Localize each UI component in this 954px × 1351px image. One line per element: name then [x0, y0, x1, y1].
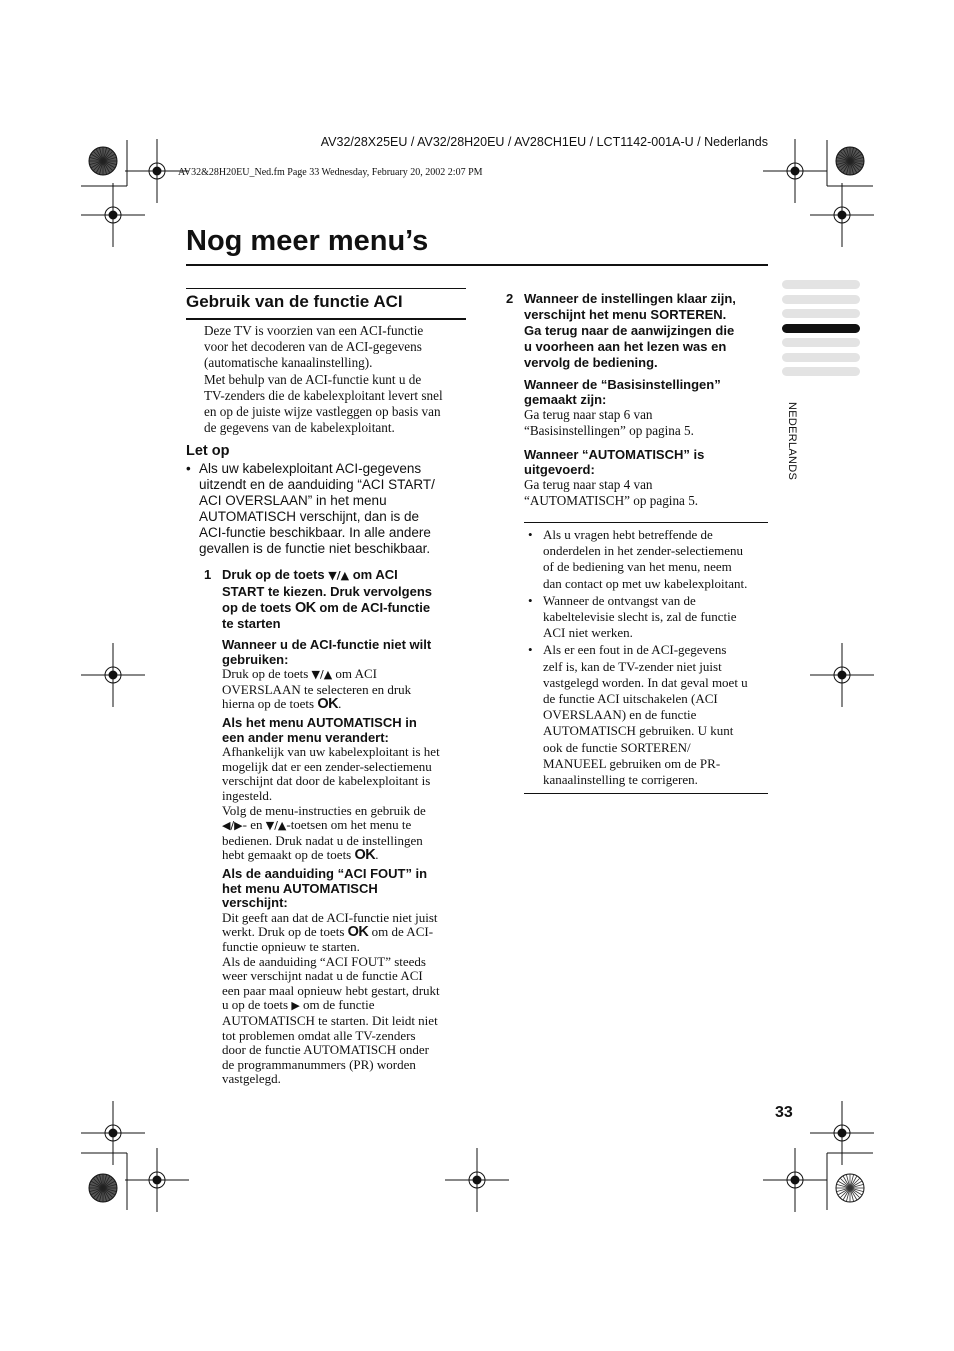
note-line: Wanneer de ontvangst van de [543, 592, 696, 608]
sub-heading: uitgevoerd: [524, 461, 595, 477]
sub-text: werkt. Druk op de toets [222, 924, 348, 940]
side-language-label: NEDERLANDS [786, 402, 798, 481]
step1-sub1 [222, 638, 466, 712]
crosshair-target-icon [810, 183, 874, 247]
sub-text: Volg de menu-instructies en gebruik de [222, 802, 426, 818]
note-line: of de bediening van het menu, neem [543, 559, 732, 575]
note-line: uitzendt en de aanduiding “ACI START/ [199, 477, 435, 492]
note-line: ook de functie SORTEREN/ [543, 739, 691, 755]
intro-line: TV-zenders die de kabelexploitant levert snel [204, 387, 443, 403]
sub-text: vastgelegd. [222, 1071, 281, 1087]
sunburst-mark-icon [836, 147, 864, 175]
sub-text: . [375, 847, 379, 863]
note-line: ACI OVERSLAAN” in het menu [199, 493, 387, 508]
step2-sub1 [524, 378, 768, 440]
sub-text: tot problemen omdat alle TV-zenders [222, 1027, 416, 1043]
crosshair-target-icon [810, 643, 874, 707]
down-up-arrows-icon: ▼/▲ [328, 569, 350, 582]
sub-heading: Wanneer u de ACI-functie niet wilt [222, 637, 432, 652]
sub-text: hierna op de toets [222, 696, 318, 712]
sub-text: -toetsen om het menu te [286, 817, 412, 833]
crosshair-target-icon [445, 1148, 509, 1212]
step-text: u voorheen aan het lezen was en [524, 339, 727, 354]
sub-text: de programmanummers (PR) worden [222, 1056, 416, 1072]
bullet-glyph: • [528, 592, 533, 608]
sub-text: om ACI [332, 666, 377, 682]
sub-text: functie opnieuw te starten. [222, 938, 360, 954]
bullet-glyph: • [528, 642, 533, 658]
sub-heading: het menu AUTOMATISCH [222, 880, 378, 896]
step1-sub2 [222, 716, 466, 863]
crosshair-target-icon [763, 1148, 827, 1212]
note-line: ACI niet werken. [543, 625, 633, 641]
note-line: vastgelegd worden. In dat geval moet u [543, 674, 748, 690]
model-line: AV32/28X25EU / AV32/28H20EU / AV28CH1EU / LCT1142-001A-U / Nederlands [320, 135, 768, 149]
right-arrow-icon: ▶ [291, 999, 300, 1013]
page-title: Nog meer menu’s [186, 225, 429, 257]
sub-heading: verschijnt: [222, 895, 288, 911]
crosshair-target-icon [81, 643, 145, 707]
sub-text: AUTOMATISCH te starten. Dit leidt niet [222, 1012, 438, 1028]
bullet-glyph: • [528, 527, 533, 542]
note-line: onderdelen in het zender-selectiemenu [543, 543, 744, 559]
sub-text: een paar maal opnieuw hebt gestart, drukt [222, 982, 440, 998]
sub-text: Ga terug naar stap 6 van [524, 407, 653, 423]
step-number: 2 [506, 291, 514, 306]
section-tab [782, 280, 860, 289]
sub-heading: Wanneer “AUTOMATISCH” is [524, 447, 705, 462]
sub-text: om de ACI- [368, 924, 434, 940]
sunburst-mark-icon [89, 1174, 117, 1202]
intro-line: Met behulp van de ACI-functie kunt u de [204, 371, 422, 387]
sub-text: weer verschijnt nadat u de functie ACI [222, 968, 423, 984]
sub-heading: gemaakt zijn: [524, 391, 607, 407]
section-tab [782, 338, 860, 347]
section-heading: Gebruik van de functie ACI [186, 292, 403, 311]
intro-paragraph [204, 323, 466, 436]
section-tab [782, 353, 860, 362]
note-line: gevallen is de functie niet beschikbaar. [199, 541, 431, 556]
sub-text: Dit geeft aan dat de ACI-functie niet juist [222, 909, 438, 925]
sub-text: door de functie AUTOMATISCH onder [222, 1042, 430, 1058]
step-number: 1 [204, 567, 212, 582]
section-tab [782, 309, 860, 318]
notes-list [524, 527, 770, 789]
note-line: AUTOMATISCH verschijnt, dan is de [199, 509, 420, 524]
note-line: Als u vragen hebt betreffende de [543, 527, 713, 542]
step-text: verschijnt het menu SORTEREN. [524, 307, 727, 322]
note-line: MANUEEL gebruiken om de PR- [543, 755, 721, 771]
section-tab [782, 367, 860, 376]
ok-button-icon: OK [317, 696, 339, 713]
sub-text: . [338, 696, 342, 712]
sub-text: ingesteld. [222, 787, 273, 803]
note-line: Als uw kabelexploitant ACI-gegevens [199, 461, 422, 476]
sub-heading: Wanneer de “Basisinstellingen” [524, 377, 721, 392]
note-line: zelf is, kan de TV-zender niet juist [543, 658, 722, 674]
down-up-arrows-icon: ▼/▲ [265, 819, 287, 833]
step-text: vervolg de bediening. [524, 355, 658, 370]
step-1 [204, 567, 466, 632]
sub-text: verschijnt dat door de kabelexploitant is [222, 773, 431, 789]
file-stamp: AV32&28H20EU_Ned.fm Page 33 Wednesday, February 20, 2002 2:07 PM [178, 167, 483, 178]
note-line: Als er een fout in de ACI-gegevens [543, 642, 727, 658]
sunburst-mark-icon [836, 1174, 864, 1202]
list-item [524, 593, 770, 642]
down-up-arrows-icon: ▼/▲ [311, 668, 333, 682]
step-text: Druk op de toets [222, 567, 329, 582]
sub-text: Als de aanduiding “ACI FOUT” steeds [222, 953, 426, 969]
note-line: AUTOMATISCH gebruiken. U kunt [543, 723, 734, 739]
step-text: op de toets [222, 600, 295, 615]
sunburst-mark-icon [89, 147, 117, 175]
step-2 [506, 291, 768, 371]
sub-text: OVERSLAAN te selecteren en druk [222, 681, 412, 697]
sub-text: Ga terug naar stap 4 van [524, 477, 653, 493]
crosshair-target-icon [810, 1101, 874, 1165]
step-text: om ACI [349, 567, 398, 582]
sub-text: - en [242, 817, 266, 833]
notes-rule-top [524, 522, 768, 523]
sub-text: bedienen. Druk nadat u de instellingen [222, 832, 423, 848]
sub-text: “AUTOMATISCH” op pagina 5. [524, 493, 699, 509]
sub-text: Druk op de toets [222, 666, 312, 682]
sub-text: mogelijk dat er een zender-selectiemenu [222, 758, 432, 774]
sub-heading: een ander menu verandert: [222, 729, 389, 745]
intro-line: voor het decoderen van de ACI-gegevens [204, 339, 422, 355]
note-line: de functie ACI uitschakelen (ACI [543, 691, 718, 707]
sub-text: u op de toets [222, 997, 292, 1013]
note-line: ACI-functie beschikbaar. In alle andere [199, 525, 431, 540]
step2-sub2 [524, 448, 768, 510]
sub-heading: gebruiken: [222, 651, 289, 667]
sub-text: Afhankelijk van uw kabelexploitant is het [222, 744, 440, 760]
bullet-glyph: • [186, 461, 191, 476]
section-tab [782, 324, 860, 333]
section-rule-bottom [186, 318, 466, 320]
step-text: START te kiezen. Druk vervolgens [222, 584, 432, 599]
note-line: kanaalinstelling te corrigeren. [543, 772, 698, 788]
note-line: dan contact op met uw kabelexploitant. [543, 575, 748, 591]
step1-sub3 [222, 867, 466, 1087]
crosshair-target-icon [125, 1148, 189, 1212]
ok-button-icon: OK [347, 924, 369, 941]
note-line: kabeltelevisie slecht is, zal de functie [543, 609, 737, 625]
intro-line: Deze TV is voorzien van een ACI-functie [204, 323, 424, 338]
section-tab [782, 295, 860, 304]
sub-text: hebt gemaakt op de toets [222, 847, 355, 863]
sub-text: om de functie [299, 997, 375, 1013]
crosshair-target-icon [763, 139, 827, 203]
list-item [524, 527, 770, 592]
left-right-arrows-icon: ◀/▶ [222, 819, 243, 833]
step-text: Ga terug naar de aanwijzingen die [524, 323, 735, 338]
intro-line: en op de juiste wijze vastleggen op basis van [204, 404, 441, 420]
crosshair-target-icon [81, 183, 145, 247]
sub-heading: Als het menu AUTOMATISCH in [222, 715, 417, 730]
intro-line: de gegevens van de kabelexploitant. [204, 420, 395, 436]
section-rule-top [186, 288, 466, 289]
sub-heading: Als de aanduiding “ACI FOUT” in [222, 866, 428, 881]
ok-button-icon: OK [354, 847, 376, 864]
list-item [524, 642, 770, 788]
crosshair-target-icon [81, 1101, 145, 1165]
note-line: OVERSLAAN) en de functie [543, 707, 697, 723]
notes-rule-bottom [524, 793, 768, 794]
step-text: te starten [222, 616, 281, 631]
intro-line: (automatische kanaalinstelling). [204, 355, 373, 371]
note-heading: Let op [186, 443, 230, 459]
ok-button-icon: OK [294, 600, 316, 616]
note-bullet [186, 461, 466, 557]
step-text: Wanneer de instellingen klaar zijn, [524, 291, 736, 306]
title-rule [186, 264, 768, 266]
page-number: 33 [775, 1104, 793, 1121]
step-text: om de ACI-functie [315, 600, 431, 615]
sub-text: “Basisinstellingen” op pagina 5. [524, 423, 694, 439]
